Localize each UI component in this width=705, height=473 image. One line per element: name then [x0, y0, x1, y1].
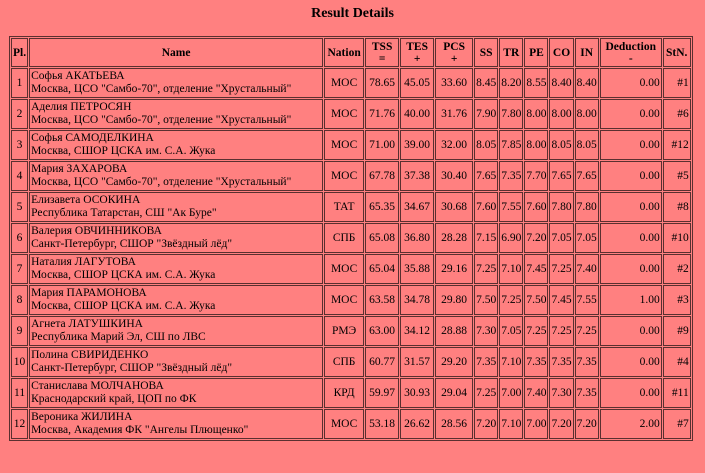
cell-ss: 7.50: [474, 285, 498, 315]
cell-ded: 0.00: [600, 378, 662, 408]
cell-in: 7.25: [575, 316, 599, 346]
cell-tes: 31.57: [400, 347, 434, 377]
cell-pl: 3: [11, 130, 28, 160]
cell-pcs: 30.68: [435, 192, 473, 222]
cell-pcs: 28.56: [435, 409, 473, 439]
cell-co: 7.05: [549, 223, 573, 253]
skater-club: Москва, СШОР ЦСКА им. С.А. Жука: [31, 269, 216, 281]
cell-pl: 12: [11, 409, 28, 439]
cell-ss: 7.35: [474, 347, 498, 377]
skater-name: Софья АКАТЬЕВА: [31, 70, 125, 82]
cell-ded: 0.00: [600, 254, 662, 284]
cell-tes: 34.12: [400, 316, 434, 346]
cell-ded: 0.00: [600, 223, 662, 253]
header-tes: [400, 38, 434, 67]
cell-tr: 7.05: [499, 316, 523, 346]
table-row: [11, 161, 691, 191]
cell-ss: 7.15: [474, 223, 498, 253]
skater-name: Вероника ЖИЛИНА: [31, 411, 133, 423]
cell-pe: 8.00: [524, 99, 548, 129]
cell-in: 7.35: [575, 378, 599, 408]
cell-tss: 60.77: [365, 347, 399, 377]
cell-tr: 7.35: [499, 161, 523, 191]
cell-pl: 11: [11, 378, 28, 408]
cell-in: 7.35: [575, 347, 599, 377]
cell-tr: 8.20: [499, 68, 523, 98]
cell-name: [29, 192, 323, 222]
skater-name: Аделия ПЕТРОСЯН: [31, 101, 132, 113]
header-stn: StN.: [663, 38, 691, 67]
cell-in: 8.00: [575, 99, 599, 129]
cell-tss: 78.65: [365, 68, 399, 98]
table-row: [11, 409, 691, 439]
cell-pcs: 29.04: [435, 378, 473, 408]
header-nation: Nation: [324, 38, 364, 67]
cell-nation: МОС: [324, 254, 364, 284]
cell-co: 7.20: [549, 409, 573, 439]
cell-tes: 45.05: [400, 68, 434, 98]
cell-tr: 7.10: [499, 254, 523, 284]
cell-name: [29, 99, 323, 129]
cell-stn: #1: [663, 68, 691, 98]
cell-name: [29, 285, 323, 315]
cell-stn: #4: [663, 347, 691, 377]
cell-pl: 6: [11, 223, 28, 253]
cell-pcs: 32.00: [435, 130, 473, 160]
cell-stn: #3: [663, 285, 691, 315]
cell-co: 8.00: [549, 99, 573, 129]
cell-co: 7.30: [549, 378, 573, 408]
header-in: IN: [575, 38, 599, 67]
cell-name: [29, 223, 323, 253]
header-pcs-sign: +: [450, 52, 458, 65]
table-row: [11, 378, 691, 408]
cell-tr: 7.10: [499, 347, 523, 377]
cell-tss: 71.00: [365, 130, 399, 160]
header-tes-sign: +: [413, 52, 421, 65]
cell-tss: 59.97: [365, 378, 399, 408]
cell-nation: МОС: [324, 99, 364, 129]
cell-stn: #5: [663, 161, 691, 191]
cell-ss: 7.90: [474, 99, 498, 129]
cell-in: 7.65: [575, 161, 599, 191]
cell-nation: ТАТ: [324, 192, 364, 222]
cell-pe: 8.55: [524, 68, 548, 98]
cell-pe: 8.00: [524, 130, 548, 160]
cell-co: 7.65: [549, 161, 573, 191]
skater-club: Москва, ЦСО "Самбо-70", отделение "Хрустальный": [31, 83, 292, 95]
skater-club: Москва, СШОР ЦСКА им. С.А. Жука: [31, 300, 216, 312]
header-pcs-label: PCS: [443, 40, 465, 53]
cell-nation: МОС: [324, 161, 364, 191]
cell-tss: 63.58: [365, 285, 399, 315]
cell-tss: 53.18: [365, 409, 399, 439]
cell-ss: 7.25: [474, 254, 498, 284]
cell-pl: 4: [11, 161, 28, 191]
cell-pcs: 29.20: [435, 347, 473, 377]
skater-name: Агнета ЛАТУШКИНА: [31, 318, 143, 330]
cell-stn: #9: [663, 316, 691, 346]
cell-in: 7.05: [575, 223, 599, 253]
header-co: CO: [549, 38, 573, 67]
cell-ded: 0.00: [600, 192, 662, 222]
cell-name: [29, 68, 323, 98]
cell-tss: 65.08: [365, 223, 399, 253]
cell-ss: 7.30: [474, 316, 498, 346]
table-row: [11, 68, 691, 98]
cell-in: 8.05: [575, 130, 599, 160]
cell-ss: 7.20: [474, 409, 498, 439]
skater-name: Мария ЗАХАРОВА: [31, 163, 128, 175]
cell-ss: 8.45: [474, 68, 498, 98]
cell-tes: 30.93: [400, 378, 434, 408]
cell-nation: МОС: [324, 409, 364, 439]
cell-pe: 7.35: [524, 347, 548, 377]
cell-ss: 7.60: [474, 192, 498, 222]
table-row: [11, 254, 691, 284]
skater-name: Мария ПАРАМОНОВА: [31, 287, 147, 299]
header-tss-label: TSS: [371, 40, 393, 53]
table-row: [11, 285, 691, 315]
cell-tr: 7.85: [499, 130, 523, 160]
header-ss: SS: [474, 38, 498, 67]
cell-tes: 35.88: [400, 254, 434, 284]
cell-tr: 7.25: [499, 285, 523, 315]
cell-ded: 2.00: [600, 409, 662, 439]
header-row: [11, 38, 691, 67]
cell-name: [29, 130, 323, 160]
cell-tes: 39.00: [400, 130, 434, 160]
skater-name: Софья САМОДЕЛКИНА: [31, 132, 154, 144]
results-table: [9, 36, 693, 441]
header-pcs: [435, 38, 473, 67]
header-pl: Pl.: [11, 38, 28, 67]
cell-stn: #8: [663, 192, 691, 222]
cell-nation: МОС: [324, 285, 364, 315]
cell-co: 7.25: [549, 316, 573, 346]
header-tss: [365, 38, 399, 67]
skater-club: Москва, ЦСО "Самбо-70", отделение "Хрустальный": [31, 176, 292, 188]
cell-name: [29, 254, 323, 284]
cell-co: 7.45: [549, 285, 573, 315]
cell-tes: 34.78: [400, 285, 434, 315]
cell-stn: #10: [663, 223, 691, 253]
table-row: [11, 316, 691, 346]
cell-tr: 7.10: [499, 409, 523, 439]
skater-name: Валерия ОВЧИННИКОВА: [31, 225, 162, 237]
cell-co: 8.05: [549, 130, 573, 160]
cell-ded: 0.00: [600, 68, 662, 98]
cell-name: [29, 347, 323, 377]
cell-pcs: 29.80: [435, 285, 473, 315]
skater-name: Станислава МОЛЧАНОВА: [31, 380, 164, 392]
cell-tr: 6.90: [499, 223, 523, 253]
cell-nation: МОС: [324, 130, 364, 160]
cell-pcs: 29.16: [435, 254, 473, 284]
skater-name: Полина СВИРИДЕНКО: [31, 349, 149, 361]
cell-name: [29, 316, 323, 346]
header-deduction-label: Deduction: [605, 40, 656, 53]
cell-pl: 2: [11, 99, 28, 129]
cell-pcs: 28.28: [435, 223, 473, 253]
cell-tr: 7.55: [499, 192, 523, 222]
cell-pe: 7.40: [524, 378, 548, 408]
cell-nation: РМЭ: [324, 316, 364, 346]
cell-in: 7.80: [575, 192, 599, 222]
cell-co: 7.80: [549, 192, 573, 222]
cell-in: 7.20: [575, 409, 599, 439]
cell-ded: 0.00: [600, 347, 662, 377]
cell-tes: 26.62: [400, 409, 434, 439]
header-pe: PE: [524, 38, 548, 67]
cell-nation: СПБ: [324, 347, 364, 377]
cell-nation: МОС: [324, 68, 364, 98]
cell-tes: 34.67: [400, 192, 434, 222]
cell-pl: 9: [11, 316, 28, 346]
cell-stn: #12: [663, 130, 691, 160]
cell-pcs: 31.76: [435, 99, 473, 129]
page-title: Result Details: [311, 6, 394, 21]
cell-ss: 7.65: [474, 161, 498, 191]
cell-name: [29, 161, 323, 191]
cell-pe: 7.45: [524, 254, 548, 284]
table-row: [11, 347, 691, 377]
skater-club: Москва, СШОР ЦСКА им. С.А. Жука: [31, 145, 216, 157]
cell-tss: 71.76: [365, 99, 399, 129]
cell-pl: 7: [11, 254, 28, 284]
cell-ss: 7.25: [474, 378, 498, 408]
cell-ded: 1.00: [600, 285, 662, 315]
cell-name: [29, 409, 323, 439]
cell-pl: 8: [11, 285, 28, 315]
skater-club: Санкт-Петербург, СШОР "Звёздный лёд": [31, 238, 233, 250]
table-row: [11, 192, 691, 222]
skater-club: Москва, ЦСО "Самбо-70", отделение "Хрустальный": [31, 114, 292, 126]
cell-pl: 1: [11, 68, 28, 98]
cell-tss: 65.35: [365, 192, 399, 222]
cell-tr: 7.00: [499, 378, 523, 408]
cell-ded: 0.00: [600, 161, 662, 191]
table-row: [11, 130, 691, 160]
header-deduction: [600, 38, 662, 67]
cell-co: 8.40: [549, 68, 573, 98]
cell-stn: #11: [663, 378, 691, 408]
cell-pe: 7.20: [524, 223, 548, 253]
cell-pe: 7.70: [524, 161, 548, 191]
header-deduction-sign: -: [628, 52, 633, 65]
cell-in: 7.55: [575, 285, 599, 315]
skater-club: Республика Татарстан, СШ "Ак Буре": [31, 207, 217, 219]
skater-name: Елизавета ОСОКИНА: [31, 194, 141, 206]
skater-club: Краснодарский край, ЦОП по ФК: [31, 393, 197, 405]
skater-club: Санкт-Петербург, СШОР "Звёздный лёд": [31, 362, 233, 374]
cell-tss: 65.04: [365, 254, 399, 284]
cell-tes: 36.80: [400, 223, 434, 253]
cell-name: [29, 378, 323, 408]
cell-pcs: 30.40: [435, 161, 473, 191]
cell-nation: СПБ: [324, 223, 364, 253]
skater-club: Москва, Академия ФК "Ангелы Плющенко": [31, 424, 249, 436]
cell-stn: #6: [663, 99, 691, 129]
cell-stn: #2: [663, 254, 691, 284]
cell-tes: 37.38: [400, 161, 434, 191]
cell-ded: 0.00: [600, 99, 662, 129]
cell-in: 7.40: [575, 254, 599, 284]
header-name: Name: [29, 38, 323, 67]
cell-tes: 40.00: [400, 99, 434, 129]
table-row: [11, 223, 691, 253]
cell-pcs: 28.88: [435, 316, 473, 346]
table-row: [11, 99, 691, 129]
cell-pe: 7.50: [524, 285, 548, 315]
cell-co: 7.25: [549, 254, 573, 284]
header-tes-label: TES: [406, 40, 428, 53]
header-tss-sign: =: [378, 52, 386, 65]
cell-pe: 7.00: [524, 409, 548, 439]
cell-pl: 5: [11, 192, 28, 222]
cell-ss: 8.05: [474, 130, 498, 160]
cell-ded: 0.00: [600, 316, 662, 346]
cell-in: 8.40: [575, 68, 599, 98]
cell-pe: 7.25: [524, 316, 548, 346]
cell-pcs: 33.60: [435, 68, 473, 98]
cell-stn: #7: [663, 409, 691, 439]
skater-name: Наталия ЛАГУТОВА: [31, 256, 136, 268]
header-tr: TR: [499, 38, 523, 67]
cell-co: 7.35: [549, 347, 573, 377]
cell-tss: 67.78: [365, 161, 399, 191]
cell-tr: 7.80: [499, 99, 523, 129]
cell-pl: 10: [11, 347, 28, 377]
skater-club: Республика Марий Эл, СШ по ЛВС: [31, 331, 206, 343]
cell-pe: 7.60: [524, 192, 548, 222]
cell-ded: 0.00: [600, 130, 662, 160]
cell-tss: 63.00: [365, 316, 399, 346]
cell-nation: КРД: [324, 378, 364, 408]
